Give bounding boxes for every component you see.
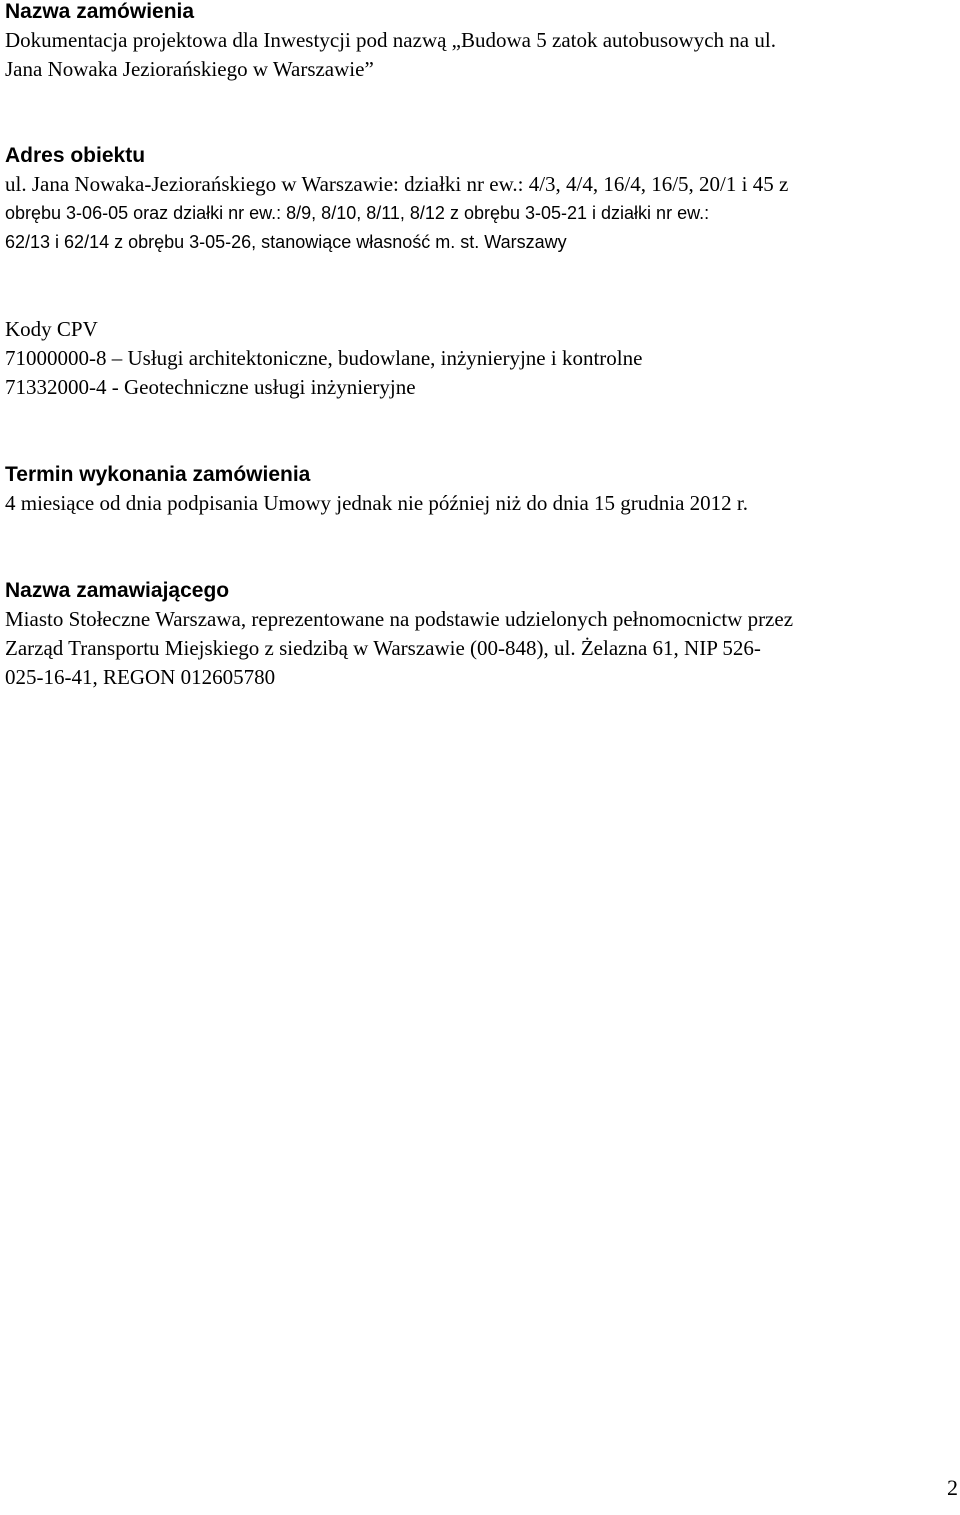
cpv-codes-section: [5, 315, 642, 402]
contracting-authority-line-2: Zarząd Transportu Miejskiego z siedzibą w Warszawie (00-848), ul. Żelazna 61, NIP 526-: [5, 636, 761, 660]
completion-date-heading: Termin wykonania zamówienia: [5, 463, 311, 486]
completion-date-section: [5, 460, 748, 518]
object-address-line-1: ul. Jana Nowaka-Jeziorańskiego w Warszawie: działki nr ew.: 4/3, 4/4, 16/4, 16/5, 20/1 i 45 z: [5, 172, 789, 196]
contracting-authority-heading: Nazwa zamawiającego: [5, 579, 230, 602]
completion-date-line-1: 4 miesiące od dnia podpisania Umowy jednak nie później niż do dnia 15 grudnia 2012 r.: [5, 491, 748, 515]
order-name-line-1: Dokumentacja projektowa dla Inwestycji pod nazwą „Budowa 5 zatok autobusowych na ul.: [5, 28, 776, 52]
cpv-codes-heading: Kody CPV: [5, 317, 98, 341]
object-address-section: [5, 141, 788, 257]
contracting-authority-section: [5, 576, 793, 692]
cpv-code-line-2: 71332000-4 - Geotechniczne usługi inżynieryjne: [5, 375, 416, 399]
page-number: 2: [947, 1475, 958, 1500]
object-address-heading: Adres obiektu: [5, 144, 146, 167]
object-address-line-3: 62/13 i 62/14 z obrębu 3-05-26, stanowiące własność m. st. Warszawy: [5, 232, 567, 252]
object-address-line-2: obrębu 3-06-05 oraz działki nr ew.: 8/9, 8/10, 8/11, 8/12 z obrębu 3-05-21 i działki nr ew.:: [5, 203, 710, 223]
order-name-section: [5, 0, 776, 84]
order-name-heading: Nazwa zamówienia: [5, 0, 195, 23]
order-name-line-2: Jana Nowaka Jeziorańskiego w Warszawie”: [5, 57, 374, 81]
cpv-code-line-1: 71000000-8 – Usługi architektoniczne, budowlane, inżynieryjne i kontrolne: [5, 346, 643, 370]
contracting-authority-line-3: 025-16-41, REGON 012605780: [5, 665, 276, 689]
contracting-authority-line-1: Miasto Stołeczne Warszawa, reprezentowane na podstawie udzielonych pełnomocnictw przez: [5, 607, 794, 631]
